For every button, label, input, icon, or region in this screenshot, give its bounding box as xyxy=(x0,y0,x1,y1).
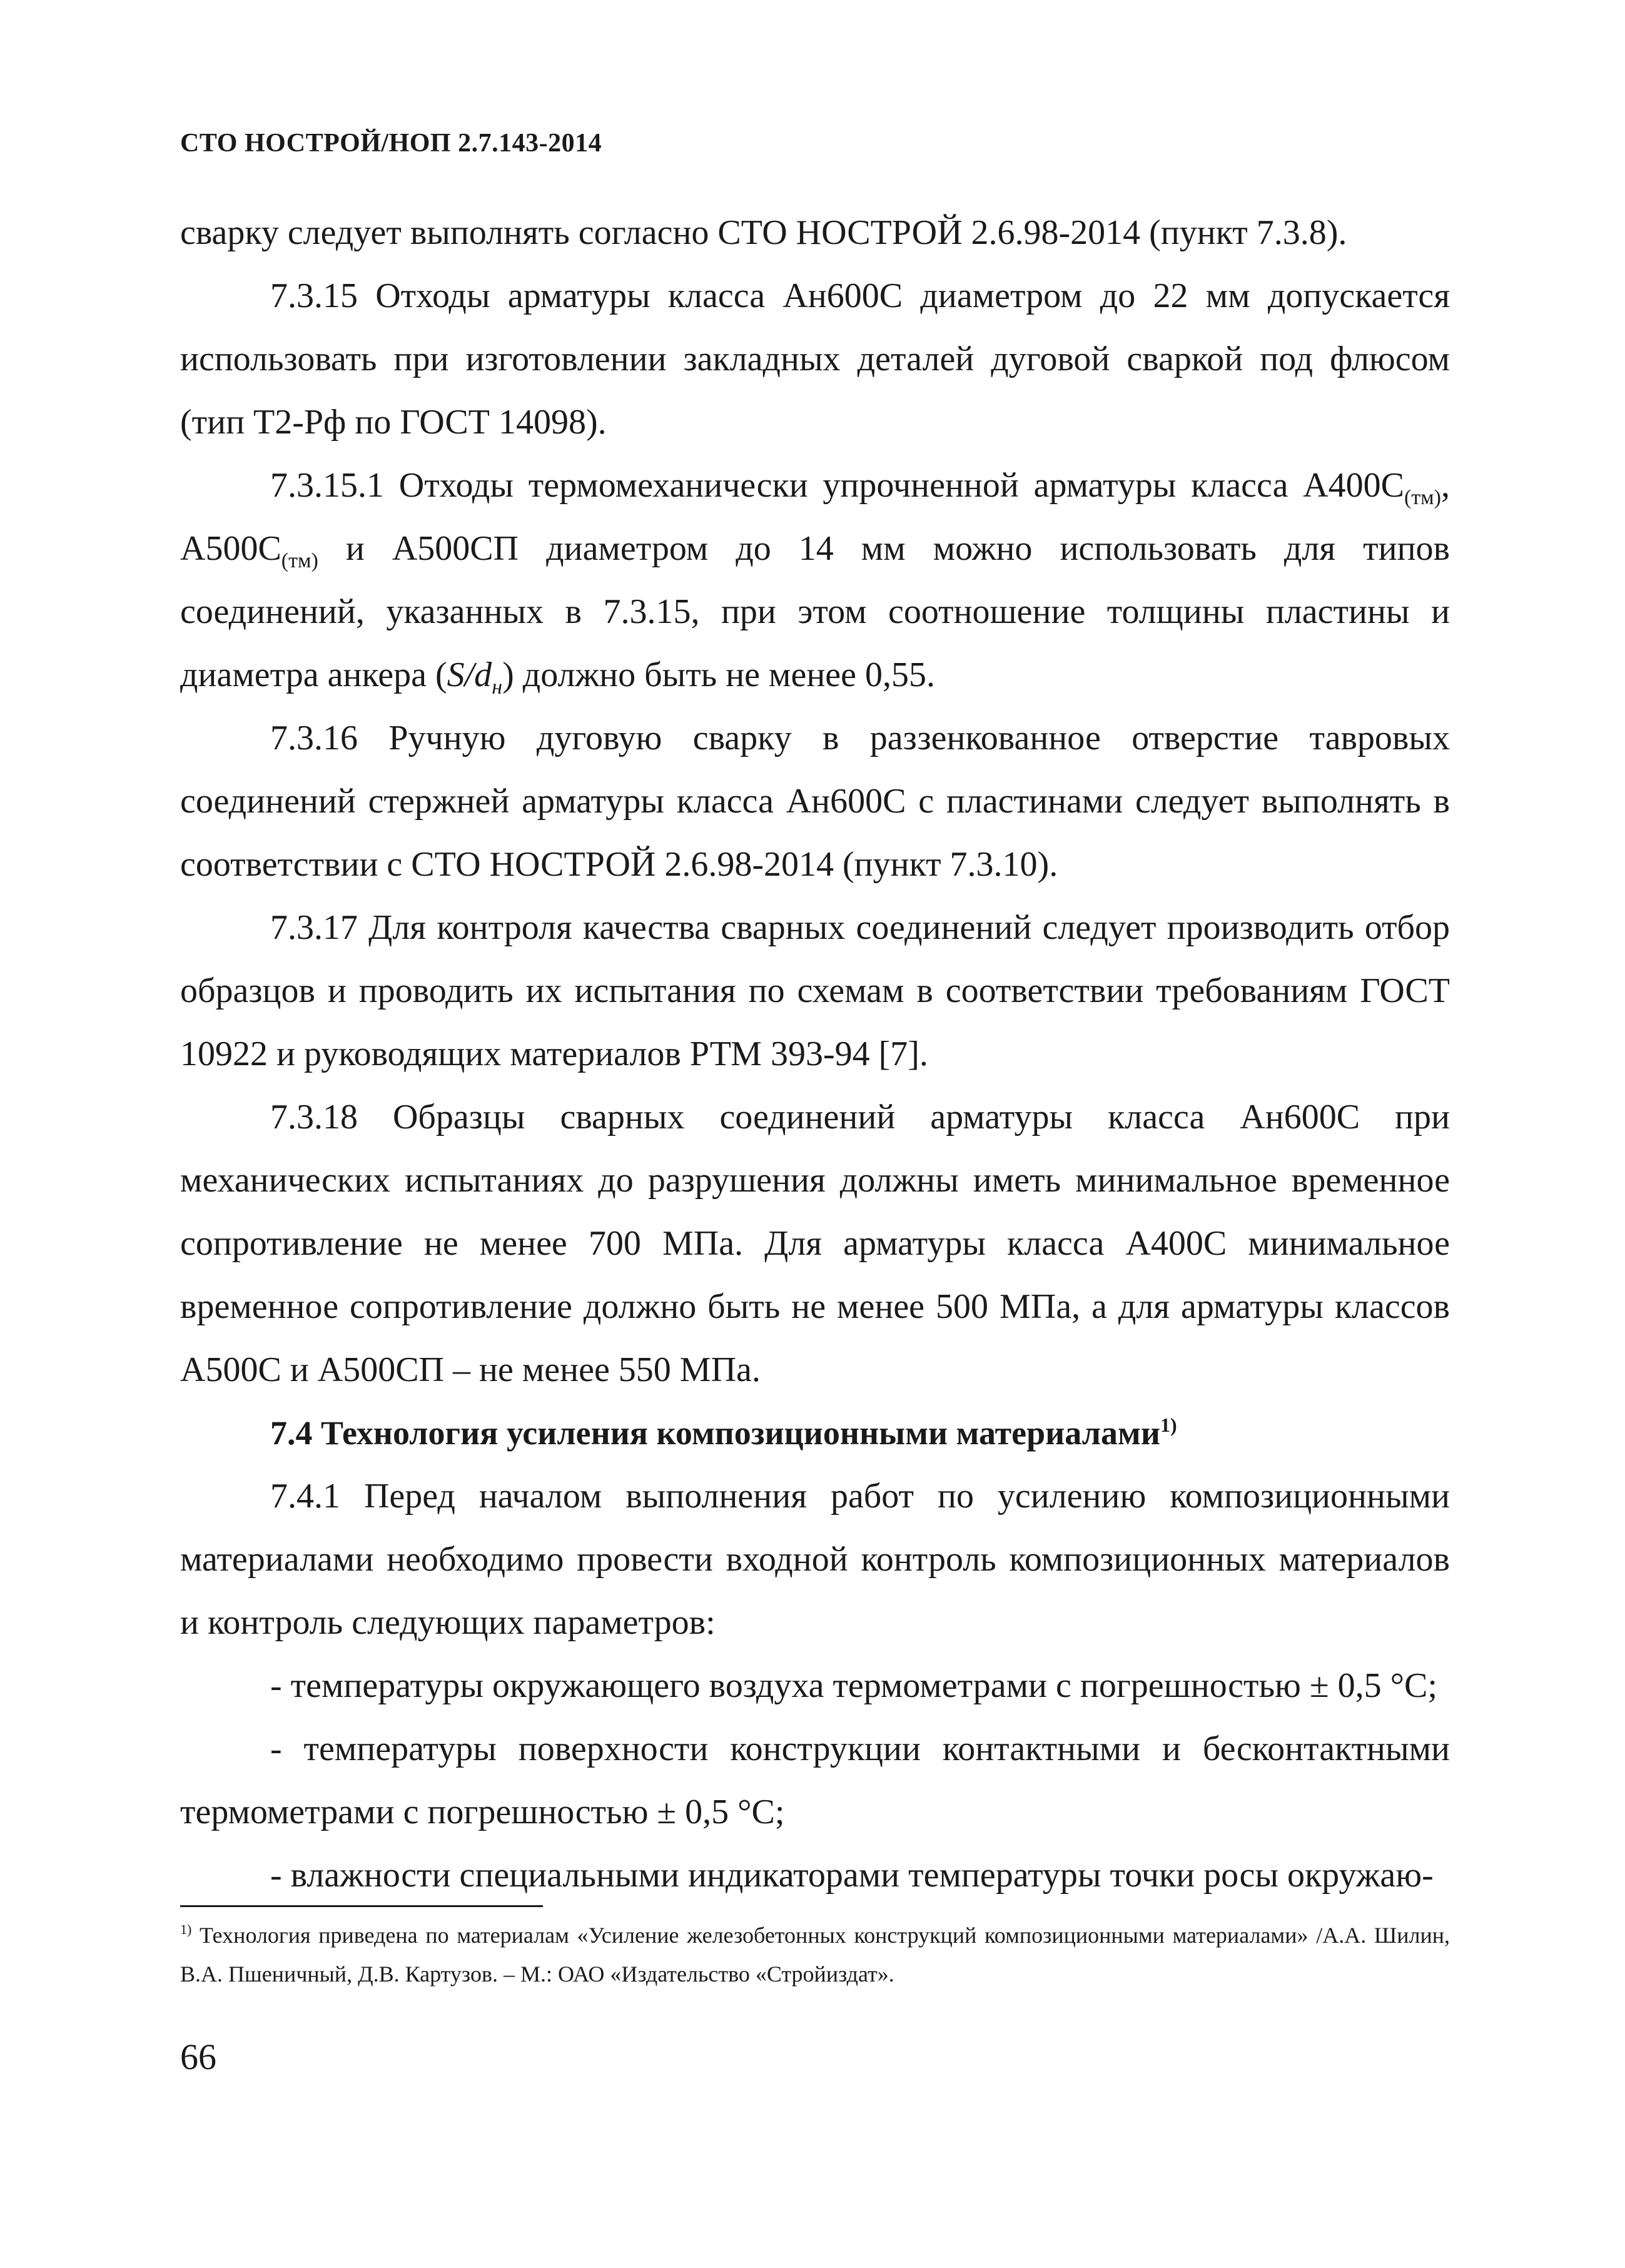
subscript-tm-1: (тм) xyxy=(1404,486,1441,509)
paragraph-7-3-15-1 xyxy=(180,454,1450,707)
section-heading-text: 7.4 Технология усиления композиционными материалами xyxy=(270,1414,1160,1452)
page-number: 66 xyxy=(180,2037,216,2077)
paragraph-7-3-18: 7.3.18 Образцы сварных соединений арматуры класса Ан600С при механических испытаниях до разрушения должны иметь минимальное временное сопротивление не менее 700 МПа. Для арматуры класса А400С минимальное временное сопротивление должно быть не менее 500 МПа, а для арматуры классов А500С и А500СП – не менее 550 МПа. xyxy=(180,1098,1450,1389)
p3-text-2: , А500С xyxy=(180,466,1450,568)
footnote-marker: 1) xyxy=(180,1921,192,1937)
footnote-text: Технология приведена по материалам «Усиление железобетонных конструкций композиционными материалами» /А.А. Шилин, В.А. Пшеничный, Д.В. Картузов. – М.: ОАО «Издательство «Стройиздат». xyxy=(180,1923,1450,1987)
paragraph-7-4-1: 7.4.1 Перед началом выполнения работ по усилению композиционными материалами необходимо провести входной контроль композиционных материалов и контроль следующих параметров: xyxy=(180,1477,1450,1642)
p3-text-3: и А500СП диаметром до 14 мм можно использовать для типов соединений, указанных в 7.3.15, при этом соотношение толщины пластины и диаметра анкера ( xyxy=(180,529,1450,694)
list-item-air-temperature: - температуры окружающего воздуха термометрами с погрешностью ± 0,5 °С; xyxy=(270,1666,1437,1705)
ratio-formula: S/d xyxy=(447,656,492,694)
body-text xyxy=(180,201,1450,1907)
p3-text-4: ) должно быть не менее 0,55. xyxy=(502,656,935,694)
list-item-humidity: - влажности специальными индикаторами температуры точки росы окружаю- xyxy=(270,1856,1434,1895)
document-header: СТО НОСТРОЙ/НОП 2.7.143-2014 xyxy=(180,129,602,158)
section-heading-7-4 xyxy=(180,1402,1450,1465)
p3-text-1: 7.3.15.1 Отходы термомеханически упрочненной арматуры класса А400С xyxy=(270,466,1404,505)
paragraph-7-3-16: 7.3.16 Ручную дуговую сварку в раззенкованное отверстие тавровых соединений стержней арматуры класса Ан600С с пластинами следует выполнять в соответствии с СТО НОСТРОЙ 2.6.98-2014 (пункт 7.3.10). xyxy=(180,719,1450,884)
footnote-divider xyxy=(180,1905,543,1907)
ratio-subscript xyxy=(492,676,502,699)
ratio-subscript-text: н xyxy=(492,676,503,699)
paragraph-7-3-15: 7.3.15 Отходы арматуры класса Ан600С диаметром до 22 мм допускается использовать при изготовлении закладных деталей дуговой сваркой под флюсом (тип Т2-Рф по ГОСТ 14098). xyxy=(180,276,1450,442)
subscript-tm-2: (тм) xyxy=(281,549,318,572)
footnote-reference: 1) xyxy=(1160,1414,1177,1436)
paragraph-continuation: сварку следует выполнять согласно СТО НОСТРОЙ 2.6.98-2014 (пункт 7.3.8). xyxy=(180,213,1347,252)
paragraph-7-3-17: 7.3.17 Для контроля качества сварных соединений следует производить отбор образцов и проводить их испытания по схемам в соответствии требованиям ГОСТ 10922 и руководящих материалов РТМ 393-94 [7]. xyxy=(180,908,1450,1073)
footnote xyxy=(180,1916,1450,1993)
list-item-surface-temperature: - температуры поверхности конструкции контактными и бесконтактными термометрами с погрешностью ± 0,5 °С; xyxy=(180,1729,1450,1831)
